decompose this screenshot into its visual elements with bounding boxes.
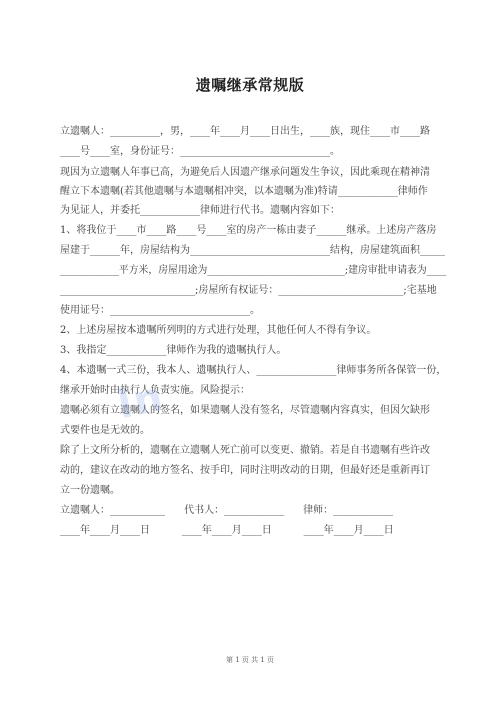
text-line-12: 3、我指定____________律师作为我的遗嘱执行人。: [60, 345, 287, 356]
text-line-18: 动的，建议在改动的地方签名、按手印，同时注明改动的日期，但最好还是重新再订: [60, 465, 430, 476]
text-line-6: 1、将我位于____市____路____号____室的房产一栋由妻子______继承。上述房产落房: [60, 225, 437, 236]
text-line-8: ____________平方米，房屋用途为____________________________;建房审批申请表为____: [60, 265, 447, 276]
text-line-11: 2、上述房屋按本遗嘱所列明的方式进行处理，其他任何人不得有争议。: [60, 325, 377, 336]
signature-line: 立遗嘱人：___________ 代书人：____________ 律师：____________: [60, 505, 394, 516]
text-line-16: 式要件也是无效的。: [60, 425, 150, 436]
text-line-5: 为见证人，并委托____________律师进行代书。遗嘱内容如下：: [60, 205, 340, 216]
page-footer: 第 1 页 共 1 页: [225, 656, 275, 664]
text-line-10: 使用证号：____________________________。: [60, 305, 260, 316]
text-line-2: ____号____室，身份证号：______________________________。: [60, 146, 340, 157]
text-line-9: ___________________________;房屋所有权证号：_________________________;宅基地: [60, 285, 437, 296]
text-line-4: 醒立下本遗嘱(若其他遗嘱与本遗嘱相冲突，以本遗嘱为准)特请____________律师作: [60, 186, 428, 197]
date-line: ____年____月____日 ____年____月____日 ____年____月____日: [60, 525, 394, 536]
text-line-19: 立一份遗嘱。: [60, 485, 120, 496]
text-line-3: 现因为立遗嘱人年事已高，为避免后人因遗产继承问题发生争议，因此乘现在精神清: [60, 167, 430, 178]
text-line-17: 除了上文所分析的，遗嘱在立遗嘱人死亡前可以变更、撤销。若是自书遗嘱有些许改: [60, 445, 430, 456]
text-line-14: 继承开始时由执行人负责实施。风险提示：: [60, 385, 250, 396]
document-title: 遗嘱继承常规版: [195, 76, 305, 94]
text-line-15: 遗嘱必须有立遗嘱人的签名，如果遗嘱人没有签名，尽管遗嘱内容真实，但因欠缺形: [60, 405, 430, 416]
text-line-7: 屋建于______年，房屋结构为____________________________结构，房屋建筑面积_____: [60, 245, 445, 256]
watermark: ln: [113, 373, 169, 429]
text-line-13: 4、本遗嘱一式三份，我本人、遗嘱执行人、________________律师事务所各保管一份，: [60, 365, 447, 376]
text-line-1: 立遗嘱人：__________，男，____年____月____日出生，____族，现住____市____路: [60, 126, 430, 137]
